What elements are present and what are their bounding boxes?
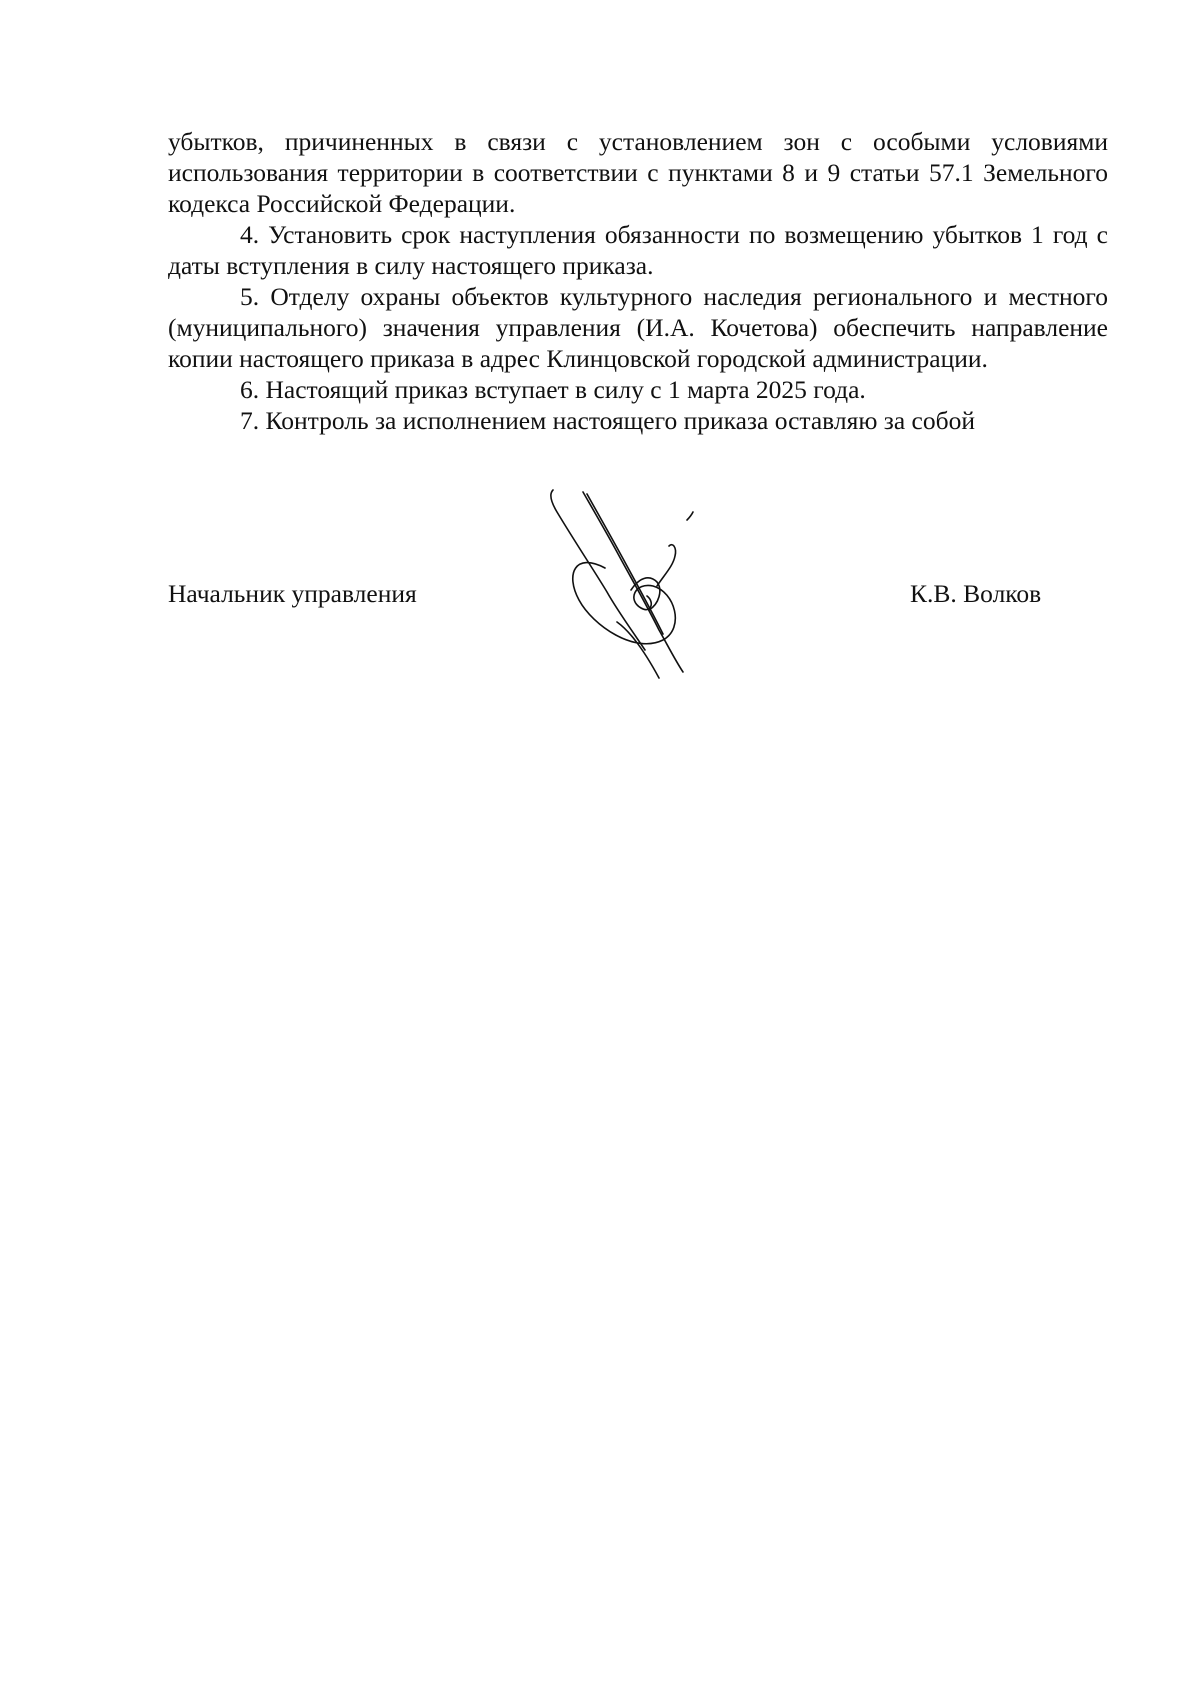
signatory-position: Начальник управления [168, 579, 417, 608]
paragraph-item-5: 5. Отделу охраны объектов культурного наследия регионального и местного (муниципального) значения управления (И.А. Кочетова) обеспечить направление копии настоящего приказа в адрес Клинцовской городской администрации. [168, 282, 1108, 373]
paragraph-item-7: 7. Контроль за исполнением настоящего приказа оставляю за собой [240, 406, 975, 435]
document-body [168, 126, 1108, 436]
paragraph-item-4: 4. Установить срок наступления обязанности по возмещению убытков 1 год с даты вступления в силу настоящего приказа. [168, 220, 1108, 280]
paragraph-continuation: убытков, причиненных в связи с установлением зон с особыми условиями использования территории в соответствии с пунктами 8 и 9 статьи 57.1 Земельного кодекса Российской Федерации. [168, 127, 1108, 218]
signatory-name: К.В. Волков [910, 579, 1042, 608]
handwritten-signature [535, 482, 715, 682]
paragraph-item-6: 6. Настоящий приказ вступает в силу с 1 марта 2025 года. [240, 375, 866, 404]
